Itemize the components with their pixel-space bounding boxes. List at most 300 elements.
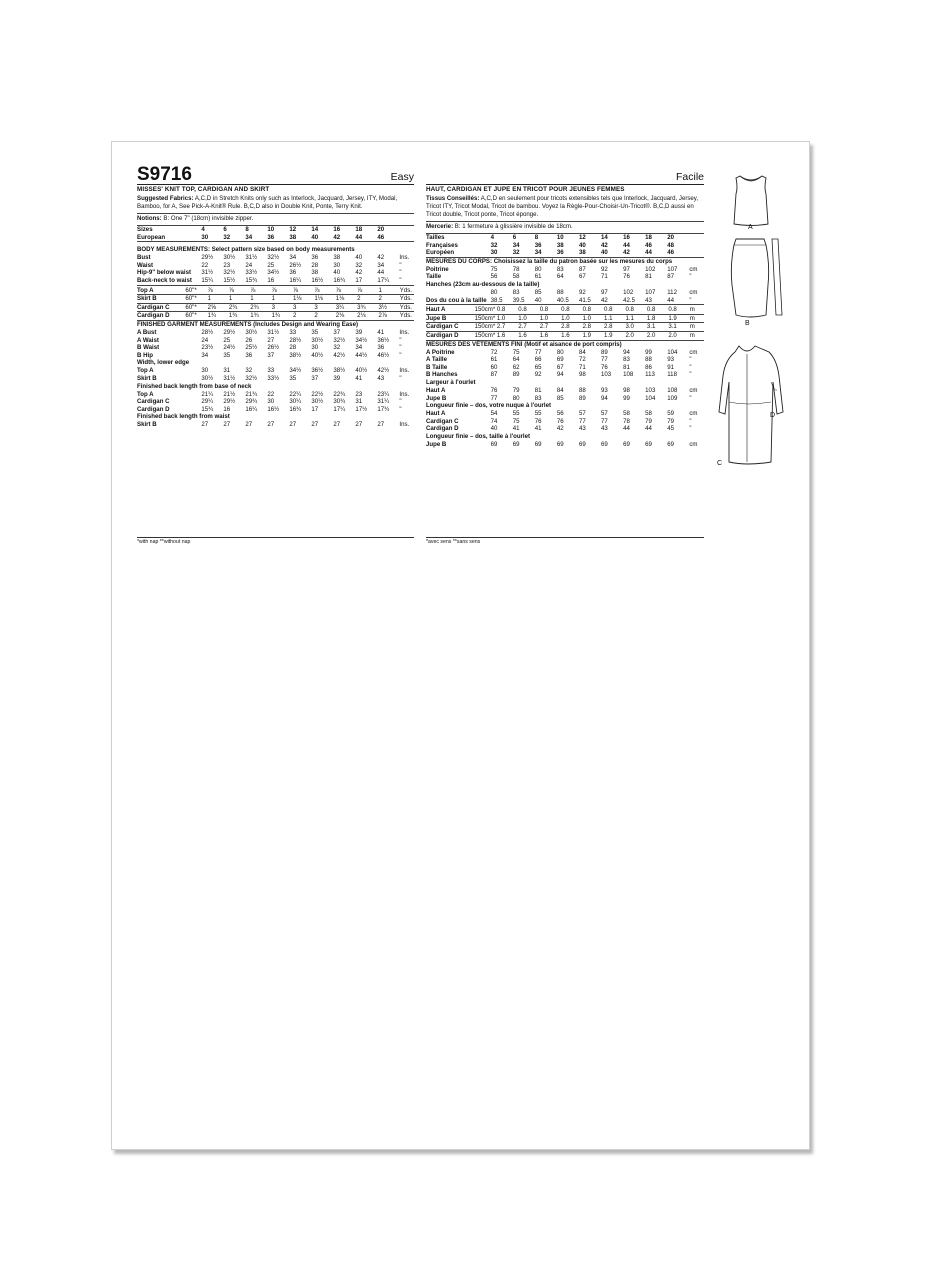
size-value: 41 xyxy=(534,425,542,433)
english-column xyxy=(137,164,414,429)
row-label: Poitrine xyxy=(426,265,449,273)
unit: " xyxy=(399,261,402,269)
table-row xyxy=(426,356,704,364)
size-value: 34 xyxy=(201,351,209,359)
size-value: 22¼ xyxy=(289,390,302,398)
size-value: 1¾ xyxy=(250,312,271,321)
row-label: Skirt B xyxy=(137,374,157,382)
row-label: A Taille xyxy=(426,356,447,364)
size-value: 22 xyxy=(201,261,209,269)
size-value: 16¾ xyxy=(333,277,355,285)
unit: Ins. xyxy=(399,254,410,262)
size-value: 89 xyxy=(512,371,520,379)
size-value: 2⅛ xyxy=(336,312,357,321)
size-value: 99 xyxy=(623,394,630,402)
size-value: 16¾ xyxy=(289,405,302,413)
size-value: 27 xyxy=(201,421,209,429)
size-value: 92 xyxy=(578,288,586,296)
size-value: 46½ xyxy=(377,351,390,359)
size-value: 80 xyxy=(534,265,542,273)
size-value: 1.0 xyxy=(497,314,518,323)
mesures-vetements-table xyxy=(426,349,704,379)
table-row xyxy=(426,273,704,281)
size-value: 3.0 xyxy=(625,323,646,332)
size-value: 44 xyxy=(667,297,689,305)
size-value: 27 xyxy=(333,421,341,429)
size-value: 27 xyxy=(377,421,385,429)
size-value: 37 xyxy=(333,328,341,336)
french-size-table xyxy=(426,234,704,258)
size-value: 15¾ xyxy=(201,405,214,413)
size-value: 1.1 xyxy=(604,314,625,323)
row-label: B Hip xyxy=(137,351,153,359)
size-value: 31½ xyxy=(245,254,258,262)
size-value: 81 xyxy=(623,363,630,371)
unit: " xyxy=(399,351,402,359)
size-value: 79 xyxy=(667,417,675,425)
size-value: 69 xyxy=(512,440,520,448)
size-value: 32 xyxy=(513,249,535,257)
size-value: 36 xyxy=(267,234,289,242)
size-value: 27 xyxy=(289,421,297,429)
size-value: 57 xyxy=(601,410,608,418)
size-value: 56 xyxy=(556,410,564,418)
size-value: ⅞ xyxy=(208,287,229,295)
fabric-width: 150cm* xyxy=(474,331,496,339)
hanches-table xyxy=(426,289,704,305)
size-value: 46 xyxy=(645,241,652,249)
size-value: 34 xyxy=(377,261,385,269)
size-value: 1.0 xyxy=(561,314,582,323)
row-label: Cardigan C xyxy=(426,417,459,425)
size-value: 2.8 xyxy=(583,323,604,332)
size-value: 6 xyxy=(223,226,227,233)
size-value: 16 xyxy=(223,405,231,413)
size-value: 15¾ xyxy=(245,277,267,285)
unit: cm xyxy=(689,386,698,394)
size-value: 30 xyxy=(201,234,223,242)
size-value: 40½ xyxy=(311,351,324,359)
longueur-taille-table xyxy=(426,441,704,449)
size-value: 44 xyxy=(645,425,652,433)
size-value: 30 xyxy=(491,249,513,257)
size-value: 2.7 xyxy=(497,323,518,332)
size-value: 58 xyxy=(645,410,652,418)
size-value: 33 xyxy=(289,328,297,336)
notions-label-fr: Mercerie: xyxy=(426,223,454,230)
size-value: 26½ xyxy=(289,261,302,269)
size-value: 26½ xyxy=(267,344,280,352)
row-label: Cardigan D xyxy=(137,312,185,321)
row-label: Cardigan D xyxy=(426,331,475,340)
row-label: Back-neck to waist xyxy=(137,277,201,285)
unit: cm xyxy=(689,410,698,418)
size-value: 8 xyxy=(245,226,249,233)
size-value: 38½ xyxy=(333,367,346,375)
unit: " xyxy=(399,398,402,406)
row-label: Haut A xyxy=(426,410,446,418)
size-value: 30½ xyxy=(311,336,324,344)
table-row xyxy=(137,234,414,242)
size-value: 18 xyxy=(355,226,363,233)
size-value: 35 xyxy=(311,328,319,336)
size-value: 93 xyxy=(601,386,608,394)
size-value: 10 xyxy=(267,226,275,233)
size-value: 2 xyxy=(314,312,335,321)
size-value: 36 xyxy=(377,344,385,352)
size-value: 22¾ xyxy=(333,390,346,398)
table-row xyxy=(426,387,704,395)
size-value: 28½ xyxy=(201,328,214,336)
sketch-label-b: B xyxy=(745,320,750,327)
size-value: 30¼ xyxy=(289,398,302,406)
size-value: 69 xyxy=(556,356,564,364)
size-value: 3¾ xyxy=(357,303,378,312)
size-value: 0.8 xyxy=(583,306,604,314)
size-value: 103 xyxy=(645,386,656,394)
size-value: 58 xyxy=(512,273,520,281)
size-value: 94 xyxy=(601,394,608,402)
size-value: 23½ xyxy=(201,344,214,352)
notions-text-fr: B: 1 fermeture à glissière invisible de 18cm. xyxy=(453,223,573,230)
row-label: Haut A xyxy=(426,306,475,314)
size-value: 67 xyxy=(578,273,586,281)
size-value: 36 xyxy=(289,269,297,277)
size-value: 33 xyxy=(267,367,275,375)
size-value: 81 xyxy=(534,386,542,394)
size-value: 1¾ xyxy=(272,312,293,321)
size-value: 64 xyxy=(556,273,564,281)
size-value: 3½ xyxy=(378,303,399,312)
size-value: 55 xyxy=(512,410,520,418)
notions xyxy=(137,215,414,223)
size-value: ⅞ xyxy=(357,287,378,295)
size-value: 16 xyxy=(267,277,289,285)
back-length-neck-title: Finished back length from base of neck xyxy=(137,382,252,390)
fabric-width: 150cm* xyxy=(474,323,496,331)
size-value: 37 xyxy=(267,351,275,359)
size-value: 74 xyxy=(490,417,498,425)
size-value: 118 xyxy=(667,371,677,379)
size-value: 3 xyxy=(293,303,314,312)
largeur-ourlet-title: Largeur à l'ourlet xyxy=(426,378,476,386)
row-label: Top A xyxy=(137,367,154,375)
size-value: 36 xyxy=(311,254,319,262)
size-value: 4 xyxy=(201,226,205,233)
size-value: 12 xyxy=(289,226,297,233)
fabrics-label: Suggested Fabrics: xyxy=(137,195,194,202)
table-row xyxy=(137,337,414,345)
size-value: 2 xyxy=(357,295,378,304)
sketch-label-a: A xyxy=(748,224,753,231)
size-value: 113 xyxy=(645,371,655,379)
metrage-table xyxy=(426,306,704,340)
size-value: 23 xyxy=(355,390,363,398)
table-row xyxy=(137,254,414,262)
unit: m xyxy=(690,323,704,332)
size-value: 31 xyxy=(355,398,363,406)
unit: " xyxy=(399,269,402,277)
size-value: 1 xyxy=(208,295,229,304)
size-value: 36½ xyxy=(311,367,324,375)
row-label: B Waist xyxy=(137,344,160,352)
size-value: 16½ xyxy=(311,277,333,285)
size-value: 46 xyxy=(377,234,399,242)
size-value: 34 xyxy=(245,234,267,242)
size-value: 32 xyxy=(490,241,498,249)
size-value: 54 xyxy=(490,410,498,418)
size-value: 22½ xyxy=(311,390,324,398)
size-value: 8 xyxy=(534,234,539,241)
size-value: 17¼ xyxy=(377,277,399,285)
size-value: 33½ xyxy=(245,269,258,277)
size-value: 36½ xyxy=(377,336,390,344)
size-value: ⅞ xyxy=(272,287,293,295)
size-value: 0.8 xyxy=(668,306,689,314)
size-value: 25 xyxy=(267,261,275,269)
size-value: 15¼ xyxy=(201,277,223,285)
table-row xyxy=(137,367,414,375)
size-value: 1.0 xyxy=(583,314,604,323)
size-value: 75 xyxy=(512,348,520,356)
size-value: 1.6 xyxy=(540,331,561,340)
size-value: 33½ xyxy=(267,374,280,382)
size-value: 31½ xyxy=(267,328,280,336)
size-value: 108 xyxy=(623,371,634,379)
size-value: 18 xyxy=(645,234,652,241)
footnote-en: *with nap **without nap xyxy=(137,537,414,546)
size-value: 107 xyxy=(667,265,678,273)
unit: Yds. xyxy=(399,312,412,320)
size-value: 24½ xyxy=(223,344,236,352)
size-value: 40 xyxy=(355,254,363,262)
size-value: 32 xyxy=(333,344,341,352)
pattern-sheet xyxy=(111,141,810,1150)
size-value: 38.5 xyxy=(491,297,513,305)
unit: Ins. xyxy=(399,328,410,336)
size-value: 20 xyxy=(667,234,675,241)
unit: " xyxy=(399,277,414,285)
size-value: 1 xyxy=(272,295,293,304)
size-value: 31 xyxy=(223,367,231,375)
table-row xyxy=(137,287,414,295)
size-value: 71 xyxy=(601,273,608,281)
size-value: 38 xyxy=(289,234,311,242)
size-value: 32 xyxy=(245,367,253,375)
size-value: 76 xyxy=(623,273,630,281)
size-value: 16¼ xyxy=(289,277,311,285)
size-value: 2 xyxy=(293,312,314,321)
size-value: 23¼ xyxy=(377,390,390,398)
size-value: 1.9 xyxy=(604,331,625,340)
table-row xyxy=(137,398,414,406)
table-row xyxy=(137,421,414,429)
row-label: Cardigan C xyxy=(137,303,185,312)
size-value: 12 xyxy=(578,234,586,241)
size-value: 0.8 xyxy=(518,306,539,314)
size-value: ⅞ xyxy=(293,287,314,295)
size-value: 72 xyxy=(490,348,498,356)
unit: m xyxy=(690,314,704,323)
size-value: 21¼ xyxy=(201,390,214,398)
size-value: 32½ xyxy=(267,254,280,262)
size-value: 29¾ xyxy=(245,398,258,406)
size-value: 41 xyxy=(377,328,385,336)
size-value: 25½ xyxy=(245,344,258,352)
size-value: 1 xyxy=(229,295,250,304)
size-value: 35 xyxy=(289,374,297,382)
back-length-neck-table xyxy=(137,391,414,414)
fabrics-text-fr: A,C,D en seulement pour tricots extensibles tels que Interlock, Jacquard, Jersey, Tricot ITY, Tricot Modal, Tricot de bambou. Voyez la Règle-Pour-Choisir-Un-Tricot®. B,C,D aussi en Tricot double, Tricot ponte, Tricot éponge. xyxy=(426,195,699,218)
row-label: Jupe B xyxy=(426,394,447,402)
size-value: 3.1 xyxy=(668,323,689,332)
size-value: 2¾ xyxy=(250,303,271,312)
row-label: Jupe B xyxy=(426,314,475,323)
size-value: 34½ xyxy=(289,367,302,375)
fabric-width: 150cm* xyxy=(474,306,496,314)
size-value: 30½ xyxy=(223,254,236,262)
size-value: 14 xyxy=(311,226,319,233)
size-value: 57 xyxy=(578,410,586,418)
table-row xyxy=(137,269,414,277)
size-value: 45 xyxy=(667,425,675,433)
width-lower-edge-title: Width, lower edge xyxy=(137,359,190,367)
size-value: 41 xyxy=(512,425,520,433)
row-label: B Taille xyxy=(426,363,448,371)
size-value: 31¼ xyxy=(377,398,390,406)
row-label: Skirt B xyxy=(137,421,157,429)
size-value: 31½ xyxy=(201,269,214,277)
fabrics-text: A,C,D in Stretch Knits only such as Interlock, Jacquard, Jersey, ITY, Modal, Bamboo, for A, See Pick-A-Knit® Rule. B,C,D also in Double Knit, Ponte, Terry Knit. xyxy=(137,195,398,210)
unit: " xyxy=(399,344,402,352)
size-value: 46 xyxy=(667,249,689,257)
size-value: 28 xyxy=(311,261,319,269)
size-value: 39 xyxy=(355,328,363,336)
size-value: 87 xyxy=(490,371,498,379)
size-value: 102 xyxy=(645,265,656,273)
size-value: 42½ xyxy=(333,351,346,359)
size-value: 3.1 xyxy=(647,323,668,332)
size-value: 59 xyxy=(667,410,675,418)
row-label: Jupe B xyxy=(426,440,447,448)
size-value: 30½ xyxy=(245,328,258,336)
difficulty-label-fr: Facile xyxy=(675,171,704,183)
size-value: 27 xyxy=(245,421,253,429)
unit: cm xyxy=(689,288,698,296)
unit xyxy=(689,242,704,250)
size-value: 98 xyxy=(578,371,586,379)
row-label: Européen xyxy=(426,249,491,257)
size-value: 17 xyxy=(311,405,319,413)
size-value: 2.8 xyxy=(604,323,625,332)
size-value: 86 xyxy=(645,363,652,371)
size-value: 41.5 xyxy=(579,297,601,305)
size-value: 40½ xyxy=(355,367,368,375)
body-measurements-title: BODY MEASUREMENTS: Select pattern size based on body measurements xyxy=(137,246,355,254)
size-value: 32 xyxy=(355,261,363,269)
table-row xyxy=(137,295,414,304)
size-value: 76 xyxy=(556,417,564,425)
size-value: 26 xyxy=(245,336,253,344)
unit: Ins. xyxy=(399,390,410,398)
size-value: 1⅛ xyxy=(314,295,335,304)
unit: " xyxy=(689,356,692,364)
size-value: 91 xyxy=(667,363,675,371)
sketch-label-d: D xyxy=(770,412,776,419)
size-value: 94 xyxy=(623,348,630,356)
size-value: 77 xyxy=(534,348,542,356)
unit: Yds. xyxy=(399,303,412,311)
size-value: 85 xyxy=(556,394,564,402)
size-value: 0.8 xyxy=(604,306,625,314)
size-value: 44 xyxy=(355,234,377,242)
size-value: 61 xyxy=(534,273,542,281)
size-value: 30 xyxy=(267,398,275,406)
fabric-width: 150cm* xyxy=(474,314,496,322)
size-value: 1.8 xyxy=(647,314,668,323)
unit: " xyxy=(399,336,402,344)
footnote-fr: *avec sens **sans sens xyxy=(426,537,704,546)
unit: Ins. xyxy=(399,421,410,429)
size-value: ⅞ xyxy=(250,287,271,295)
table-row xyxy=(137,352,414,360)
table-row xyxy=(426,314,704,323)
size-value: 78 xyxy=(623,417,630,425)
size-value: 2.7 xyxy=(518,323,539,332)
size-value: 29¼ xyxy=(201,398,214,406)
size-value: 42 xyxy=(355,269,363,277)
table-row xyxy=(137,262,414,270)
longueur-nuque-table xyxy=(426,410,704,433)
size-value: 31½ xyxy=(223,374,236,382)
table-row xyxy=(137,406,414,414)
size-value: 99 xyxy=(645,348,652,356)
size-value: 48 xyxy=(667,241,675,249)
size-value: 97 xyxy=(601,288,608,296)
row-label: Cardigan C xyxy=(426,323,475,332)
mesures-vetements-title: MESURES DES VÊTEMENTS FINI (Motif et aisance de port compris) xyxy=(426,340,622,348)
size-value: 92 xyxy=(601,265,608,273)
table-row xyxy=(426,395,704,403)
size-value: 16½ xyxy=(267,405,280,413)
cardigan-c-d-sketch xyxy=(717,342,787,467)
row-label: B Hanches xyxy=(426,371,458,379)
size-value: 23 xyxy=(223,261,231,269)
table-row xyxy=(426,289,704,297)
fabric-width: 60"* xyxy=(185,295,207,304)
finished-measurements-title: FINISHED GARMENT MEASUREMENTS (Includes Design and Wearing Ease) xyxy=(137,320,358,328)
row-label: A Waist xyxy=(137,336,159,344)
size-value: 69 xyxy=(601,440,608,448)
size-value: 27 xyxy=(311,421,319,429)
row-label: Top A xyxy=(137,287,185,295)
size-value: 1 xyxy=(378,287,399,295)
unit: m xyxy=(690,306,704,314)
size-value: 94 xyxy=(556,371,564,379)
size-value: 1.6 xyxy=(561,331,582,340)
size-value: 38 xyxy=(333,254,341,262)
table-row xyxy=(137,277,414,285)
size-value: 84 xyxy=(578,348,586,356)
size-value: 0.8 xyxy=(625,306,646,314)
size-value: 27 xyxy=(355,421,363,429)
row-label: Dos du cou à la taille xyxy=(426,297,491,305)
size-value: 62 xyxy=(512,363,520,371)
size-value: 34 xyxy=(512,241,520,249)
size-value: 17½ xyxy=(355,405,368,413)
size-value: 2⅞ xyxy=(378,312,399,321)
size-value: 97 xyxy=(623,265,630,273)
